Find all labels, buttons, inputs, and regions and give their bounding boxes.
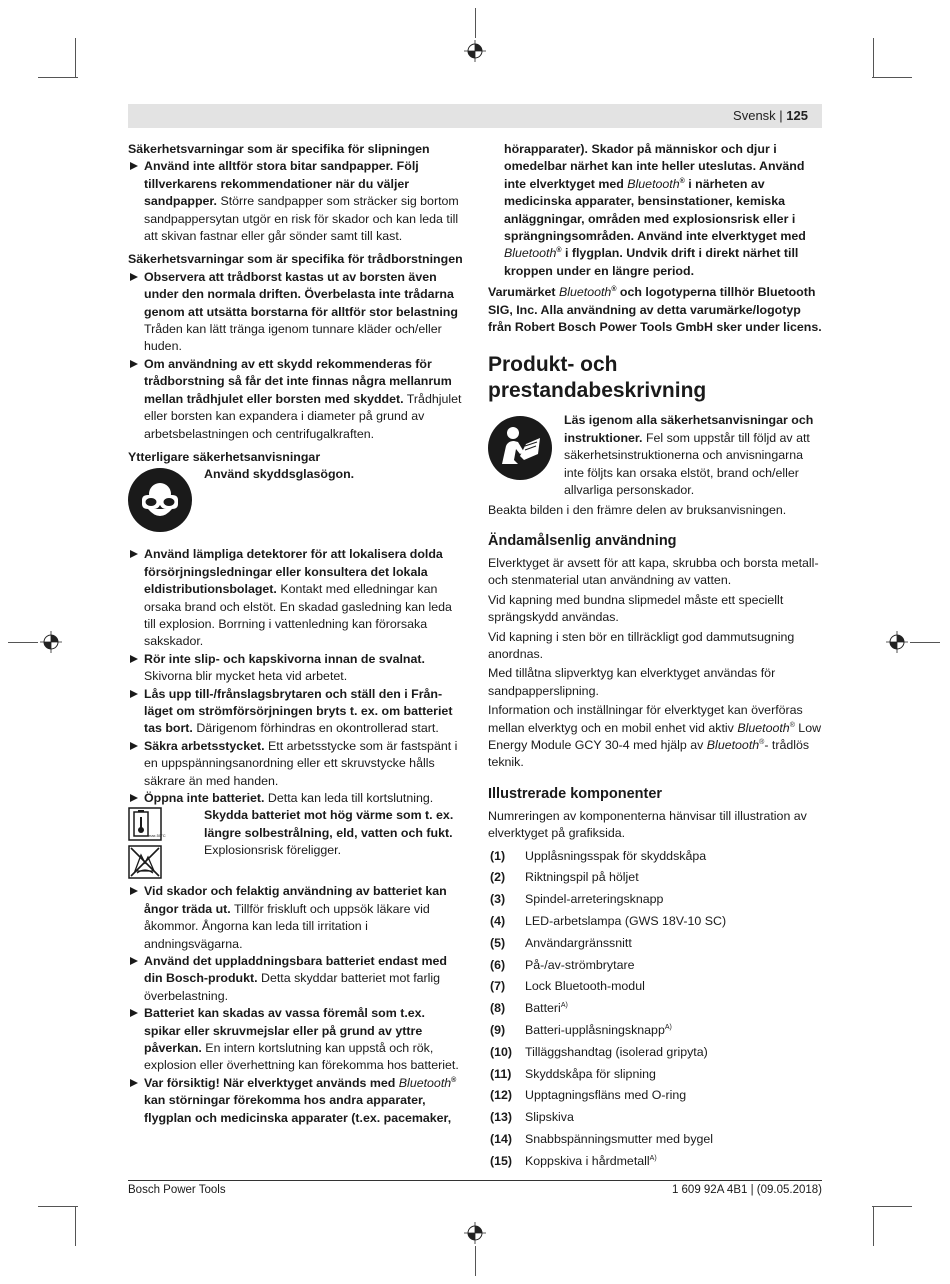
- component-item: [488, 913, 824, 931]
- component-item: [488, 957, 824, 975]
- safety-bullet: Om användning av ett skydd rekommenderas för trådborstning så får det inte finnas några mellanrum mellan trådhjulet eller borsten med skyddet. Trådhjulet eller borsten kan expandera i diameter på grund av arbetsbelastningen och centrifugalkraften.: [128, 356, 464, 443]
- crop-mark: [475, 8, 476, 38]
- footer-divider: [128, 1180, 822, 1181]
- component-number: (12): [490, 1088, 513, 1103]
- component-number: (4): [490, 913, 506, 928]
- component-number: (3): [490, 892, 506, 907]
- component-label: Koppskiva i hårdmetall$^{A)}$: [525, 1153, 657, 1168]
- read-manual-warning: [488, 412, 824, 499]
- paragraph: Vid kapning med bundna slipmedel måste ett speciellt sprängskydd användas.: [488, 592, 784, 625]
- battery-heat-text: Skydda batteriet mot hög värme som t. ex. längre solbestrålning, eld, vatten och fukt. Explosionsrisk föreligger.: [204, 808, 454, 858]
- component-number: (7): [490, 979, 506, 994]
- component-number: (10): [490, 1044, 513, 1059]
- component-item: [488, 1131, 824, 1149]
- component-label: Batteri$^{A)}$: [525, 1001, 568, 1016]
- component-label: Snabbspänningsmutter med bygel: [525, 1131, 714, 1146]
- component-number: (6): [490, 957, 506, 972]
- paragraph: Numreringen av komponenterna hänvisar till illustration av elverktyget på grafiksida.: [488, 808, 807, 841]
- component-label: Batteri-upplåsningsknapp$^{A)}$: [525, 1022, 672, 1037]
- left-column: [128, 141, 464, 1127]
- component-label: Upplåsningsspak för skyddskåpa: [525, 848, 707, 863]
- crop-mark: [910, 642, 940, 643]
- component-item: [488, 1109, 824, 1127]
- component-item: [488, 848, 824, 866]
- crop-mark: [75, 38, 76, 78]
- component-item: [488, 1044, 824, 1062]
- registration-mark-icon: [464, 40, 486, 62]
- safety-bullet: Använd inte alltför stora bitar sandpapper. Följ tillverkarens rekommendationer när du väljer sandpapper. Större sandpapper som sträcker sig bortom sandpappersytan utgör en risk för skador och kan leda till att skivan fastnar eller går sönder samt till kast.: [128, 158, 464, 245]
- component-item: [488, 1087, 824, 1105]
- crop-mark: [38, 77, 78, 78]
- component-item: [488, 1022, 824, 1040]
- component-label: Användargränssnitt: [525, 935, 632, 950]
- component-footnote: A): [664, 1023, 672, 1031]
- component-item: [488, 869, 824, 887]
- read-manual-icon: [488, 416, 552, 480]
- svg-text:max.50°C: max.50°C: [148, 833, 166, 839]
- component-number: (9): [490, 1022, 506, 1037]
- paragraph: Elverktyget är avsett för att kapa, skrubba och borsta metall- och stenmaterial utan användning av vatten.: [488, 555, 819, 588]
- goggles-warning: [128, 466, 464, 540]
- component-item: [488, 978, 824, 996]
- safety-bullet: Säkra arbetsstycket. Ett arbetsstycke som är fastspänt i en uppspänningsanordning eller ett skruvstycke hålls säkrare än med handen.: [128, 738, 464, 790]
- component-number: (1): [490, 848, 506, 863]
- paragraph: Information och inställningar för elverktyget kan överföras mellan elverktyg och en mobil enhet vid aktiv Bluetooth® Low Energy Module GCY 30-4 med hjälp av Bluetooth®- trådlös teknik.: [488, 703, 822, 770]
- section-title: Säkerhetsvarningar som är specifika för trådborstningen: [128, 252, 463, 267]
- paragraph: Vid kapning i sten bör en tillräckligt god dammutsugning anordnas.: [488, 629, 795, 661]
- no-fire-water-icon: [128, 845, 162, 879]
- page-header: [128, 104, 822, 128]
- component-number: (2): [490, 870, 506, 885]
- component-item: [488, 1153, 824, 1171]
- component-item: [488, 1000, 824, 1018]
- component-item: [488, 1066, 824, 1084]
- component-number: (5): [490, 935, 506, 950]
- component-footnote: A): [649, 1154, 657, 1162]
- component-label: Tilläggshandtag (isolerad gripyta): [525, 1044, 708, 1059]
- component-item: [488, 935, 824, 953]
- safety-bullet: Observera att trådborst kastas ut av borsten även under den normala driften. Överbelasta inte trådarna genom att utsätta borstarna för alltför stor belastning Tråden kan lätt tränga igenom tunnare kläder och/eller huden.: [128, 269, 464, 356]
- read-manual-text: Läs igenom alla säkerhetsanvisningar och instruktioner. Fel som uppstår till följd av att säkerhetsinstruktionerna och anvisningarna inte följts kan orsaka elstöt, brand och/eller allvarliga personskador.: [564, 413, 814, 498]
- thermometer-battery-icon: [128, 807, 166, 841]
- component-label: Skyddskåpa för slipning: [525, 1066, 656, 1081]
- component-item: [488, 891, 824, 909]
- header-label: Svensk | 125: [733, 108, 808, 123]
- component-number: (11): [490, 1066, 512, 1081]
- crop-mark: [873, 38, 874, 78]
- section-title: Säkerhetsvarningar som är specifika för slipningen: [128, 142, 430, 156]
- safety-bullet: Använd det uppladdningsbara batteriet endast med din Bosch-produkt. Detta skyddar batteriet mot farlig överbelastning.: [128, 953, 464, 1005]
- crop-mark: [8, 642, 38, 643]
- crop-mark: [475, 1246, 476, 1276]
- registration-mark-icon: [40, 631, 62, 653]
- component-footnote: A): [560, 1002, 568, 1010]
- component-list: [488, 848, 824, 1171]
- safety-bullet: Använd lämpliga detektorer för att lokalisera dolda försörjningsledningar eller konsultera det lokala eldistributionsbolaget. Kontakt med elledningar kan orsaka brand och elstöt. En skadad gasledning kan leda till explosion. Borrning i vattenledning kan förorsaka sakskador.: [128, 546, 464, 650]
- crop-mark: [38, 1206, 78, 1207]
- component-label: LED-arbetslampa (GWS 18V-10 SC): [525, 913, 727, 928]
- safety-bullet: Lås upp till-/frånslagsbrytaren och ställ den i Från-läget om strömförsörjningen bryts t. ex. om batteriet tas bort. Därigenom förhindras en okontrollerad start.: [128, 686, 464, 738]
- safety-bullet: Öppna inte batteriet. Detta kan leda till kortslutning.: [128, 790, 464, 807]
- battery-heat-warning: [128, 807, 464, 883]
- component-number: (15): [490, 1153, 513, 1168]
- footer-doc-id: 1 609 92A 4B1 | (09.05.2018): [671, 1184, 822, 1196]
- component-number: (13): [490, 1110, 513, 1125]
- safety-bullet: Rör inte slip- och kapskivorna innan de svalnat. Skivorna blir mycket heta vid arbetet.: [128, 651, 464, 686]
- safety-bullet: Vid skador och felaktig användning av batteriet kan ångor träda ut. Tillför friskluft och uppsök läkare vid åkommor. Ångorna kan leda till irritation i andningsvägarna.: [128, 883, 464, 953]
- registration-mark-icon: [886, 631, 908, 653]
- crop-mark: [872, 1206, 912, 1207]
- goggles-text: Använd skyddsglasögon.: [204, 467, 355, 482]
- right-column: [488, 141, 824, 1175]
- paragraph: Beakta bilden i den främre delen av bruksanvisningen.: [488, 502, 787, 517]
- bluetooth-warning-continued: hörapparater). Skador på människor och djur i omedelbar närhet kan inte heller uteslutas. Använd inte elverktyget med Bluetooth® i närheten av medicinska apparater, bensinstationer, kemiska anläggningar, områden med explosionsrisk eller i sprängningsområden. Använd inte elverktyget med Bluetooth® i flygplan. Undvik drift i direkt närhet till kroppen under en längre period.: [504, 142, 806, 278]
- section-heading: Ändamålsenlig användning: [488, 532, 677, 549]
- component-label: Upptagningsfläns med O-ring: [525, 1088, 687, 1103]
- footer-brand: Bosch Power Tools: [128, 1184, 226, 1196]
- page-number: 125: [786, 108, 808, 123]
- header-language: Svensk: [733, 108, 776, 123]
- crop-mark: [873, 1206, 874, 1246]
- trademark-notice: Varumärket Bluetooth® och logotyperna tillhör Bluetooth SIG, Inc. Alla användning av detta varumärke/logotyp från Robert Bosch Power Tools GmbH sker under licens.: [488, 285, 822, 335]
- component-label: Riktningspil på höljet: [525, 870, 639, 885]
- safety-bullet: Batteriet kan skadas av vassa föremål som t.ex. spikar eller skruvmejslar eller på grund av yttre påverkan. En intern kortslutning kan uppstå och rök, explosion eller överhettning kan förekomma hos batteriet.: [128, 1005, 464, 1075]
- component-label: Spindel-arreteringsknapp: [525, 892, 664, 907]
- safety-bullet: Var försiktig! När elverktyget används med Bluetooth® kan störningar förekomma hos andra apparater, flygplan och medicinska apparater (t.ex. pacemaker,: [128, 1075, 464, 1127]
- safety-goggles-icon: [128, 468, 192, 532]
- crop-mark: [75, 1206, 76, 1246]
- component-number: (8): [490, 1001, 506, 1016]
- section-title: Ytterligare säkerhetsanvisningar: [128, 449, 321, 464]
- component-label: På-/av-strömbrytare: [525, 957, 635, 972]
- section-heading: Illustrerade komponenter: [488, 785, 663, 802]
- paragraph: Med tillåtna slipverktyg kan elverktyget användas för sandpapperslipning.: [488, 666, 776, 698]
- component-label: Lock Bluetooth-modul: [525, 979, 645, 994]
- crop-mark: [872, 77, 912, 78]
- registration-mark-icon: [464, 1222, 486, 1244]
- component-number: (14): [490, 1131, 513, 1146]
- component-label: Slipskiva: [525, 1110, 574, 1125]
- section-heading: Produkt- och prestandabeskrivning: [488, 353, 707, 403]
